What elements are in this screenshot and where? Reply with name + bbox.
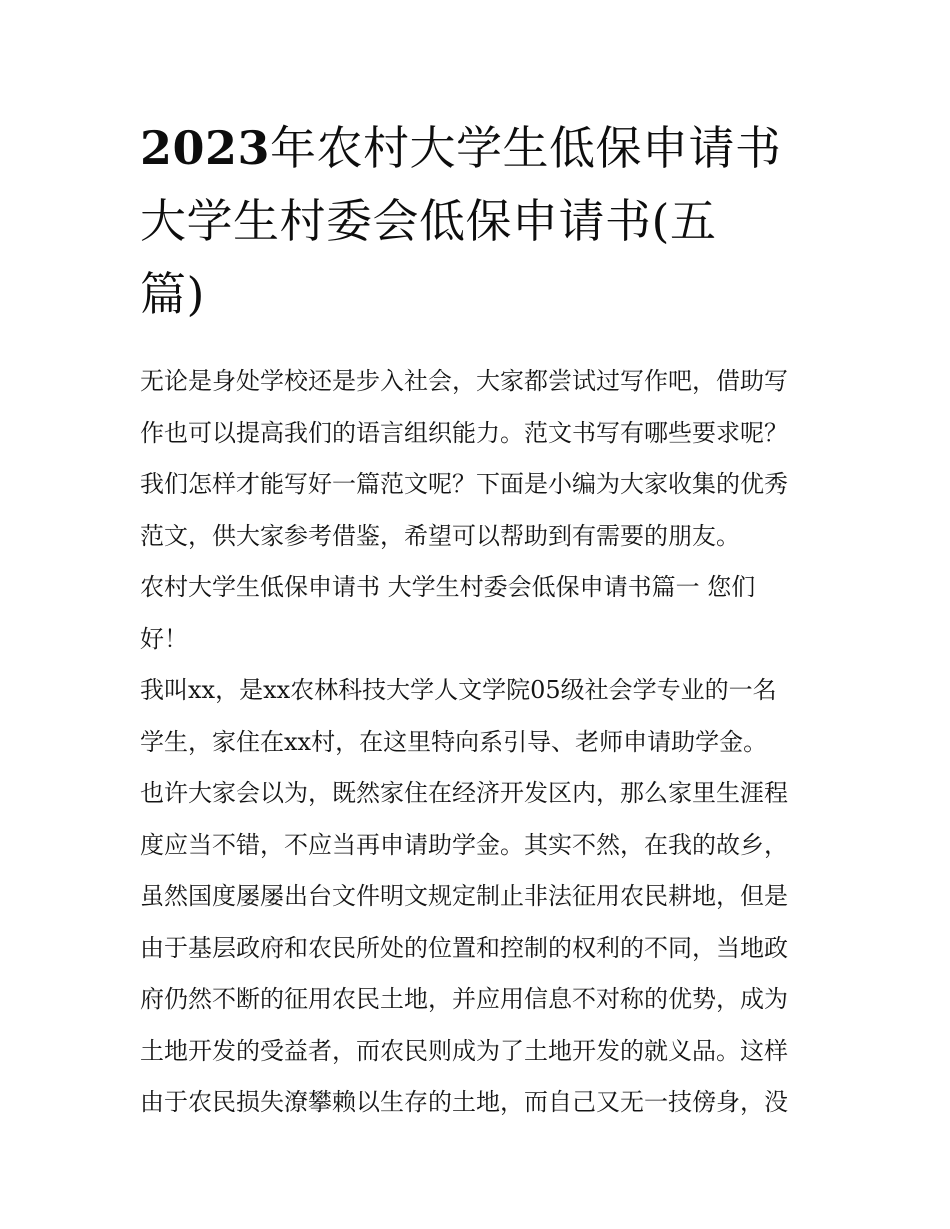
body-line: 由于基层政府和农民所处的位置和控制的权利的不同，当地政 [140,933,788,962]
body-line: 作也可以提高我们的语言组织能力。范文书写有哪些要求呢？ [140,418,788,447]
document-title [140,112,820,331]
title-text: 篇) [140,267,205,321]
body-line: 也许大家会以为，既然家住在经济开发区内，那么家里生涯程 [140,779,788,807]
body-line: 农村大学生低保申请书 大学生村委会低保申请书篇一 您们 [140,573,756,601]
body-line: 我们怎样才能写好一篇范文呢？下面是小编为大家收集的优秀 [140,470,788,498]
title-text: 大学生村委会低保申请书(五 [140,194,717,248]
body-line: 好！ [140,624,188,653]
body-line: 范文，供大家参考借鉴，希望可以帮助到有需要的朋友。 [140,521,740,550]
title-line-3 [140,258,820,331]
title-line-1 [140,112,820,185]
body-line: 虽然国度屡屡出台文件明文规定制止非法征用农民耕地，但是 [140,882,788,910]
body-line: 府仍然不断的征用农民土地，并应用信息不对称的优势，成为 [140,985,788,1013]
body-line: 土地开发的受益者，而农民则成为了土地开发的就义品。这样 [140,1036,788,1065]
title-line-2 [140,185,820,258]
body-line: 我叫xx，是xx农林科技大学人文学院05级社会学专业的一名 [140,676,777,704]
body-line: 无论是身处学校还是步入社会，大家都尝试过写作吧，借助写 [140,367,788,395]
body-line: 度应当不错，不应当再申请助学金。其实不然，在我的故乡， [140,830,788,859]
title-text: 年农村大学生低保申请书 [270,121,782,175]
body-line: 学生，家住在xx村，在这里特向系引导、老师申请助学金。 [140,727,768,756]
title-year: 2023 [140,121,271,175]
document-body [140,356,820,1129]
body-line: 由于农民损失潦攀赖以生存的土地，而自己又无一技傍身，没 [140,1088,788,1116]
